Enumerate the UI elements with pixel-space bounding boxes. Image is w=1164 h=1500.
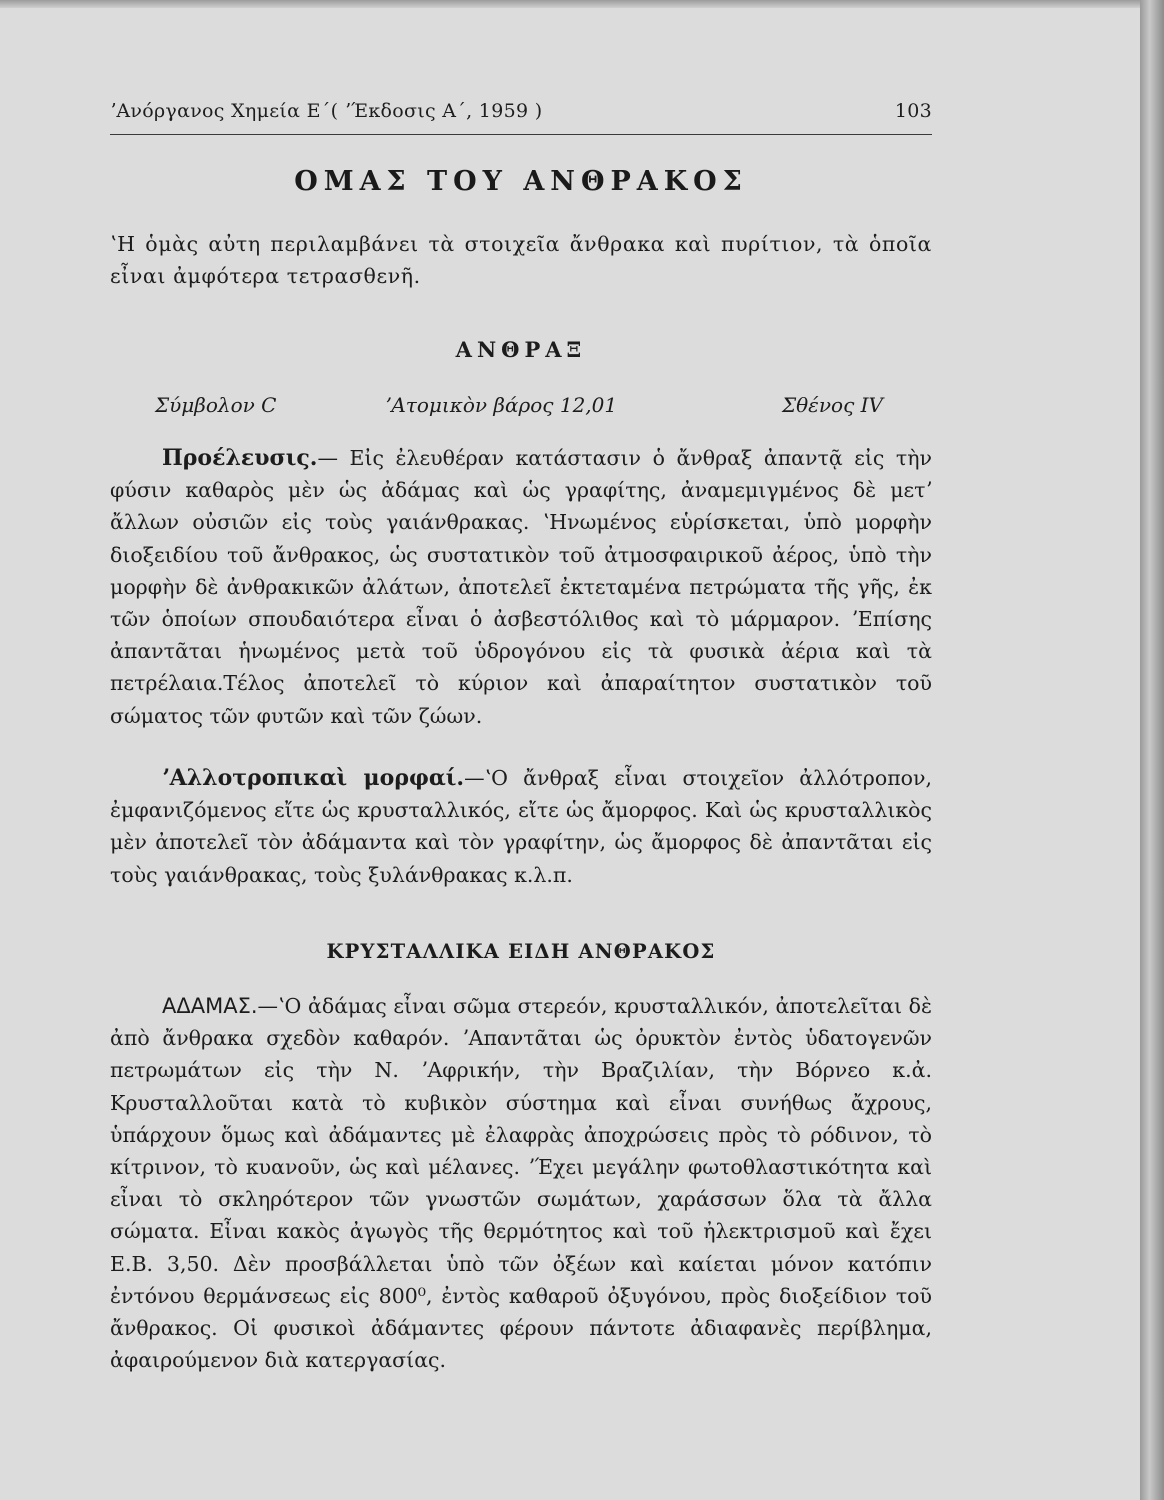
paragraph-origin [110,442,932,732]
atomic-weight: ʼΑτομικὸν βάρος 12,01 [385,393,618,417]
paragraph-allotropes-lead: ʼΑλλοτροπικαὶ μορφαί. [162,765,465,791]
paragraph-diamond [110,990,932,1376]
paragraph-allotropes-text: —ʽΟ ἄνθραξ εἶναι στοιχεῖον ἀλλότροπον, ἐμφανιζόμενος εἴτε ὡς κρυσταλλικός, εἴτε ὡς ἄμορφος. Καὶ ὡς κρυσταλλικὸς μὲν ἀποτελεῖ τὸν ἀδάμαντα καὶ τὸν γραφίτην, ὡς ἄμορφος δὲ ἀπαντᾶται εἰς τοὺς γαιάνθρακας, τοὺς ξυλάνθρακας κ.λ.π. [110,766,932,887]
section-title-carbon: ΑΝΘΡΑΞ [455,337,587,362]
page-top-shadow [0,0,1140,8]
paragraph-diamond-text: —ʽΟ ἀδάμας εἶναι σῶμα στερεόν, κρυσταλλικόν, ἀποτελεῖται δὲ ἀπὸ ἄνθρακα σχεδὸν καθαρόν. ʼΑπαντᾶται ὡς ὀρυκτὸν ἐντὸς ὑδατογενῶν πετρωμάτων εἰς τὴν Ν. ʼΑφρικήν, τὴν Βραζιλίαν, τὴν Βόρνεο κ.ἀ. Κρυσταλλοῦται κατὰ τὸ κυβικὸν σύστημα καὶ εἶναι συνήθως ἄχρους, ὑπάρχουν ὅμως καὶ ἀδάμαντες μὲ ἐλαφρὰς ἀποχρώσεις πρὸς τὸ ρόδινον, τὸ κίτρινον, τὸ κυανοῦν, ὡς καὶ μέλανες. ʼΈχει μεγάλην φωτοθλαστικότητα καὶ εἶναι τὸ σκληρότερον τῶν γνωστῶν σωμάτων, χαράσσων ὅλα τὰ ἄλλα σώματα. Εἶναι κακὸς ἀγωγὸς τῆς θερμότητος καὶ τοῦ ἠλεκτρισμοῦ καὶ ἔχει Ε.Β. 3,50. Δὲν προσβάλλεται ὑπὸ τῶν ὀξέων καὶ καίεται μόνον κατόπιν ἐντόνου θερμάνσεως εἰς 800⁰, ἐντὸς καθαροῦ ὀξυγόνου, πρὸς διοξείδιον τοῦ ἄνθρακος. Οἱ φυσικοὶ ἀδάμαντες φέρουν πάντοτε ἀδιαφανὲς περίβλημα, ἀφαιρούμενον διὰ κατεργασίας. [110,994,932,1373]
element-symbol: Σύμβολον C [155,393,277,417]
element-valence: Σθένος IV [781,393,883,417]
paragraph-diamond-lead: ΑΔΑΜΑΣ. [162,994,258,1018]
running-title: ʼΑνόργανος Χημεία Ε΄( ʼΈκδοσις Α΄, 1959 ) [110,100,543,122]
page-number: 103 [894,100,932,122]
paragraph-origin-text: — Εἰς ἐλευθέραν κατάστασιν ὁ ἄνθραξ ἀπαντᾷ εἰς τὴν φύσιν καθαρὸς μὲν ὡς ἀδάμας καὶ ὡς γραφίτης, ἀναμεμιγμένος δὲ μετʼ ἄλλων οὐσιῶν εἰς τοὺς γαιάνθρακας. ʽΗνωμένος εὑρίσκεται, ὑπὸ μορφὴν διοξειδίου τοῦ ἄνθρακος, ὡς συστατικὸν τοῦ ἀτμοσφαιρικοῦ ἀέρος, ὑπὸ τὴν μορφὴν δὲ ἀνθρακικῶν ἀλάτων, ἀποτελεῖ ἐκτεταμένα πετρώματα τῆς γῆς, ἐκ τῶν ὁποίων σπουδαιότερα εἶναι ὁ ἀσβεστόλιθος καὶ τὸ μάρμαρον. ʼΕπίσης ἀπαντᾶται ἡνωμένος μετὰ τοῦ ὑδρογόνου εἰς τὰ φυσικὰ ἀέρια καὶ τὰ πετρέλαια.Τέλος ἀποτελεῖ τὸ κύριον καὶ ἀπαραίτητον συστατικὸν τοῦ σώματος τῶν φυτῶν καὶ τῶν ζώων. [110,446,932,728]
intro-paragraph: ʽΗ ὁμὰς αὐτη περιλαμβάνει τὰ στοιχεῖα ἄνθρακα καὶ πυρίτιον, τὰ ὁποῖα εἶναι ἀμφότερα τετρασθενῆ. [110,232,932,289]
chapter-title: ΟΜΑΣ ΤΟΥ ΑΝΘΡΑΚΟΣ [294,166,748,197]
section-title-crystalline: ΚΡΥΣΤΑΛΛΙΚΑ ΕΙΔΗ ΑΝΘΡΑΚΟΣ [326,940,716,963]
book-edge [1140,0,1164,1500]
paragraph-allotropes [110,762,932,891]
paragraph-origin-lead: Προέλευσις. [162,445,318,471]
running-header [110,100,932,122]
header-rule [110,134,932,135]
